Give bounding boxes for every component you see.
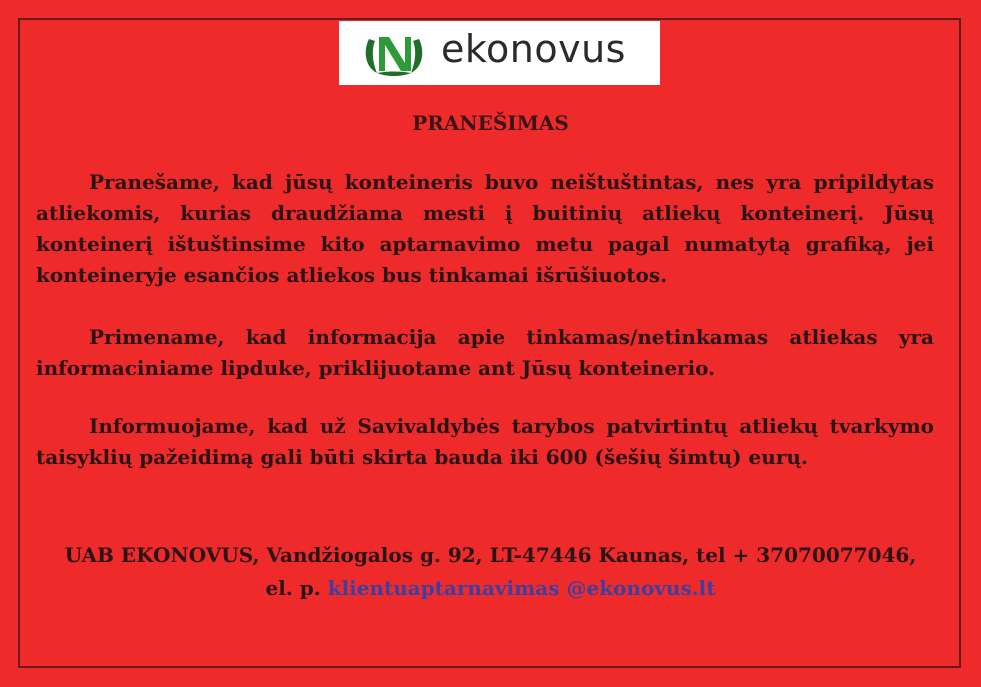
paragraph-2-text: Primename, kad informacija apie tinkamas/netinkamas atliekas yra informaciniame lipduke, priklijuotame ant Jūsų konteinerio. [36, 325, 934, 380]
notice-title: PRANEŠIMAS [412, 111, 569, 135]
paragraph-1-text: Pranešame, kad jūsų konteineris buvo neištuštintas, nes yra pripildytas atliekomis, kurias draudžiama mesti į buitinių atliekų konteinerį. Jūsų konteinerį ištuštinsime kito aptarnavimo metu pagal numatytą grafiką, jei konteineryje esančios atliekos bus tinkamai išrūšiuotos. [36, 170, 934, 287]
paragraph-3-text: Informuojame, kad už Savivaldybės tarybos patvirtintų atliekų tvarkymo taisyklių pažeidimą gali būti skirta bauda iki 600 (šešių šimtų) eurų. [36, 414, 934, 469]
email-link[interactable]: klientuaptarnavimas @ekonovus.lt [327, 576, 716, 600]
notice-paragraph-3 [36, 411, 934, 473]
logo-wordmark: ekonovus [441, 27, 626, 71]
email-prefix: el. p. [265, 576, 321, 600]
notice-paragraph-1 [36, 167, 934, 291]
contact-address-line: UAB EKONOVUS, Vandžiogalos g. 92, LT-47446 Kaunas, tel + 37070077046, [64, 543, 917, 567]
ekonovus-leaf-logo-icon [361, 29, 427, 77]
logo [339, 21, 660, 85]
contact-email-line [0, 576, 981, 600]
notice-paragraph-2 [36, 322, 934, 384]
